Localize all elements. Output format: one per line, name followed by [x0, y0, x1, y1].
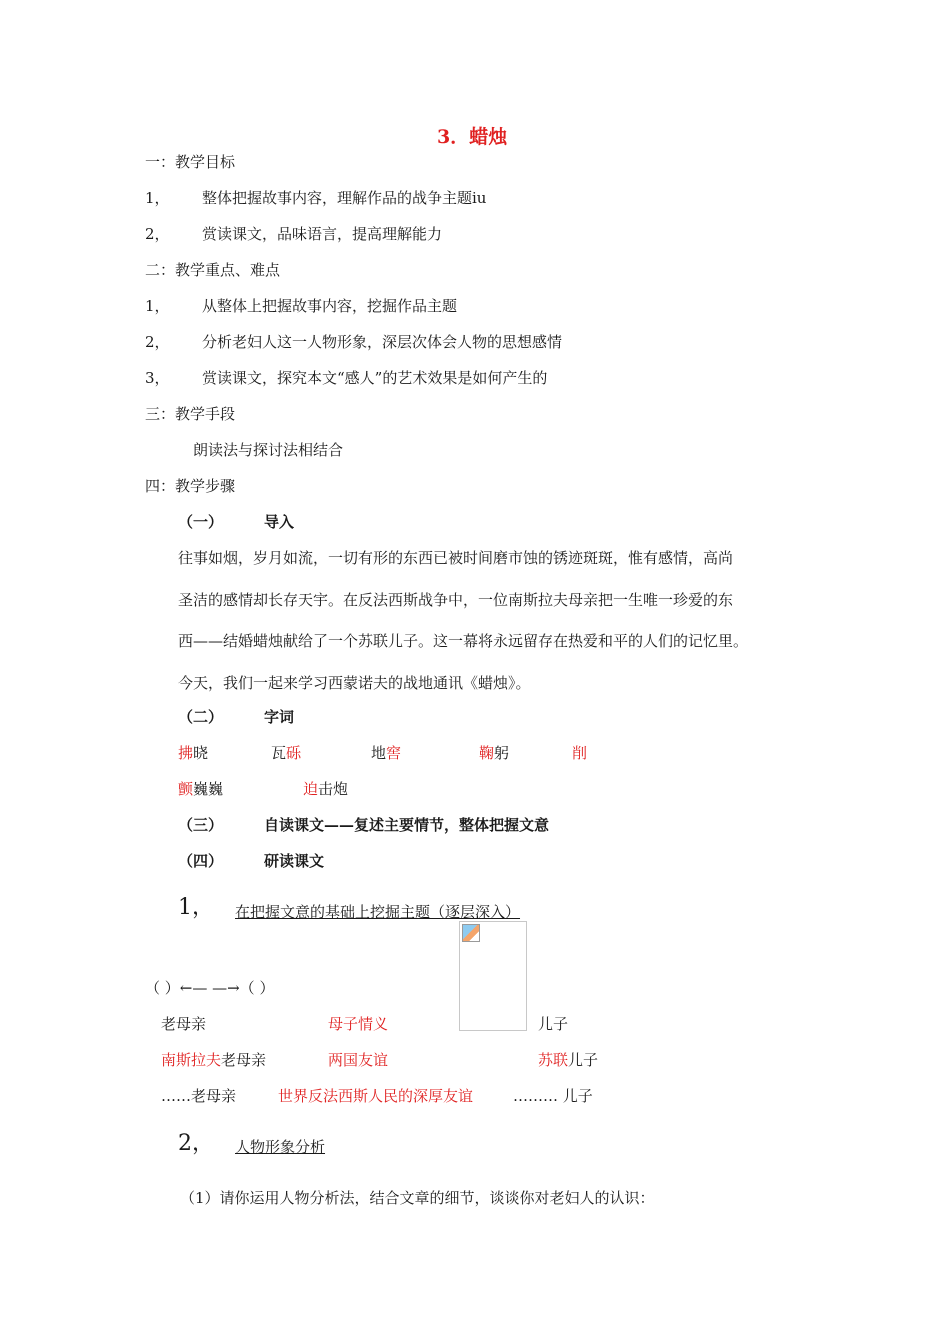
broken-image-icon	[462, 924, 480, 942]
vocab-word: 地窖	[371, 744, 402, 762]
section-heading-steps: 四：教学步骤	[145, 477, 236, 495]
list-item-number: 2，	[145, 333, 170, 351]
list-item-number: 1，	[145, 189, 170, 207]
vocab-word: 颤巍巍	[178, 780, 224, 798]
vocab-word: 削	[572, 744, 588, 762]
methods-text: 朗读法与探讨法相结合	[193, 441, 344, 459]
diagram-left-label: ……老母亲	[161, 1087, 237, 1105]
diagram-middle-label: 母子情义	[328, 1015, 389, 1033]
diagram-right-label: ……… 儿子	[513, 1087, 593, 1105]
list-item: 赏读课文，探究本文“感人”的艺术效果是如何产生的	[202, 369, 548, 387]
step-title-intro: 导入	[264, 513, 295, 531]
point-number: 2，	[178, 1131, 214, 1156]
step-title-vocabulary: 字词	[264, 708, 295, 726]
vocab-word: 拂晓	[178, 744, 209, 762]
section-heading-methods: 三：教学手段	[145, 405, 236, 423]
step-label: （二）	[178, 708, 224, 726]
intro-paragraph-line: 西——结婚蜡烛献给了一个苏联儿子。这一幕将永远留存在热爱和平的人们的记忆里。	[178, 632, 749, 650]
point-title-character: 人物形象分析	[235, 1138, 326, 1156]
list-item: 整体把握故事内容，理解作品的战争主题iu	[202, 189, 487, 207]
vocab-word: 迫击炮	[303, 780, 349, 798]
step-label: （三）	[178, 816, 224, 834]
vocab-word: 瓦砾	[271, 744, 302, 762]
diagram-left-label: 南斯拉夫老母亲	[161, 1051, 267, 1069]
step-title-self-reading: 自读课文——复述主要情节，整体把握文意	[264, 816, 550, 834]
diagram-middle-label: 两国友谊	[328, 1051, 389, 1069]
section-heading-goals: 一：教学目标	[145, 153, 236, 171]
list-item-number: 1，	[145, 297, 170, 315]
list-item-number: 3，	[145, 369, 170, 387]
intro-paragraph-line: 圣洁的感情却长存天宇。在反法西斯战争中，一位南斯拉夫母亲把一生唯一珍爱的东	[178, 591, 734, 609]
question-text: （1）请你运用人物分析法，结合文章的细节，谈谈你对老妇人的认识：	[180, 1189, 655, 1207]
diagram-middle-label: 世界反法西斯人民的深厚友谊	[278, 1087, 474, 1105]
broken-image-placeholder	[459, 921, 527, 1031]
step-title-study: 研读课文	[264, 852, 325, 870]
page-title: 3．蜡烛	[437, 126, 508, 148]
diagram-right-label: 儿子	[538, 1015, 569, 1033]
list-item: 分析老妇人这一人物形象，深层次体会人物的思想感情	[202, 333, 563, 351]
diagram-left-label: 老母亲	[161, 1015, 207, 1033]
section-heading-key-points: 二：教学重点、难点	[145, 261, 281, 279]
vocab-word: 鞠躬	[479, 744, 510, 762]
diagram-arrows: （ ）←— —→（ ）	[145, 979, 275, 997]
diagram-right-label: 苏联儿子	[538, 1051, 599, 1069]
step-label: （四）	[178, 852, 224, 870]
point-title-theme: 在把握文意的基础上挖掘主题（逐层深入）	[235, 903, 521, 921]
step-label: （一）	[178, 513, 224, 531]
list-item-number: 2，	[145, 225, 170, 243]
intro-paragraph-line: 往事如烟，岁月如流，一切有形的东西已被时间磨市蚀的锈迹斑斑，惟有感情，高尚	[178, 549, 734, 567]
list-item: 赏读课文，品味语言，提高理解能力	[202, 225, 443, 243]
point-number: 1，	[178, 895, 214, 920]
list-item: 从整体上把握故事内容，挖掘作品主题	[202, 297, 458, 315]
intro-paragraph-line: 今天，我们一起来学习西蒙诺夫的战地通讯《蜡烛》。	[178, 674, 531, 692]
